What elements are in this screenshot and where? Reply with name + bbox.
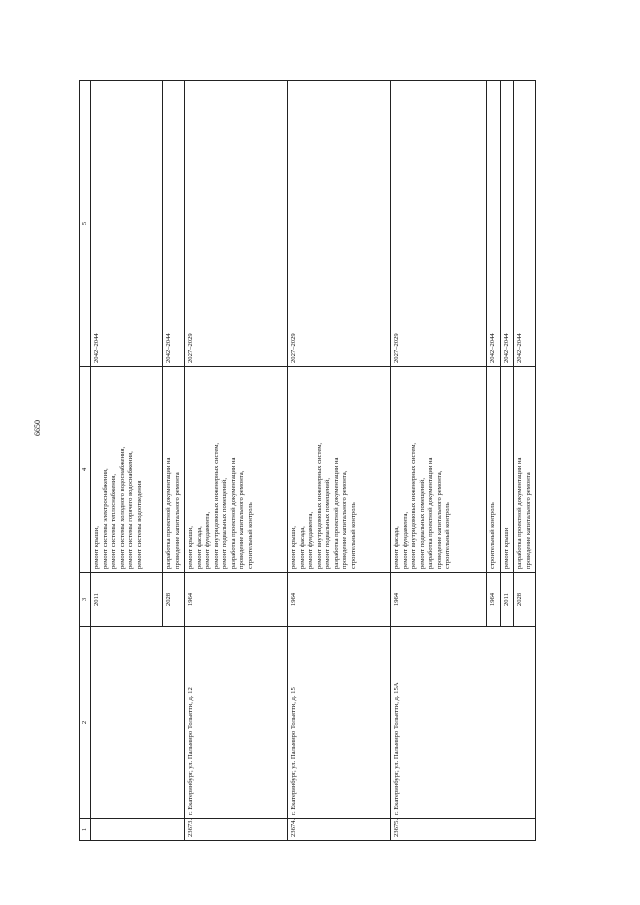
works-cell xyxy=(163,367,185,573)
work-item: ремонт крыши xyxy=(502,527,510,569)
work-item: разработка проектной документации на xyxy=(332,457,340,569)
work-item: ремонт системы теплоснабжения, xyxy=(110,474,118,569)
period-cell: 2027–2029 xyxy=(185,81,288,367)
table-row xyxy=(288,81,391,841)
header-cell-5: 5 xyxy=(80,81,91,367)
repair-schedule-table xyxy=(79,80,536,841)
work-item: ремонт фасада, xyxy=(393,526,401,569)
works-cell xyxy=(288,367,391,573)
year-cell: 1964 xyxy=(391,573,487,627)
work-item: ремонт системы холодного водоснабжения, xyxy=(118,446,126,569)
work-item: проведение капитального ремонта, xyxy=(435,470,443,569)
work-item: ремонт крыши, xyxy=(290,526,298,569)
work-item: ремонт подвальных помещений, xyxy=(221,478,229,569)
works-cell xyxy=(500,367,513,573)
year-cell: 2028 xyxy=(514,573,536,627)
work-item: ремонт фасада, xyxy=(298,526,306,569)
work-item: ремонт подвальных помещений, xyxy=(324,478,332,569)
work-item: проведение капитального ремонта, xyxy=(238,470,246,569)
work-item: ремонт внутридомовых инженерных систем, xyxy=(212,442,220,569)
period-cell: 2042–2044 xyxy=(163,81,185,367)
work-item: ремонт внутридомовых инженерных систем, xyxy=(315,442,323,569)
work-item: разработка проектной документации на xyxy=(427,457,435,569)
table-row xyxy=(391,81,487,841)
table-row xyxy=(185,81,288,841)
work-item: ремонт фасада, xyxy=(195,526,203,569)
address-cell xyxy=(91,627,185,819)
work-item: ремонт крыши, xyxy=(93,526,101,569)
work-item: строительный контроль xyxy=(349,502,357,569)
work-item: строительный контроль xyxy=(489,502,497,569)
work-item: проведение капитального ремонта xyxy=(173,472,181,569)
work-item: ремонт фундамента, xyxy=(204,511,212,569)
period-cell: 2027–2029 xyxy=(391,81,487,367)
row-number-cell: 23673. xyxy=(185,819,288,841)
work-item: ремонт системы водоотведения xyxy=(135,480,143,569)
year-cell: 2011 xyxy=(91,573,163,627)
period-cell: 2042–2044 xyxy=(500,81,513,367)
work-item: проведение капитального ремонта xyxy=(524,472,532,569)
header-cell-4: 4 xyxy=(80,367,91,573)
row-number-cell: 23675. xyxy=(391,819,536,841)
work-item: ремонт подвальных помещений, xyxy=(418,478,426,569)
work-item: разработка проектной документации на xyxy=(165,457,173,569)
period-cell: 2027–2029 xyxy=(288,81,391,367)
work-item: разработка проектной документации на xyxy=(516,457,524,569)
table-frame xyxy=(79,81,533,841)
work-item: строительный контроль xyxy=(246,502,254,569)
year-cell: 2011 xyxy=(500,573,513,627)
work-item: ремонт фундамента, xyxy=(307,511,315,569)
works-cell xyxy=(185,367,288,573)
period-cell: 2042–2044 xyxy=(91,81,163,367)
header-row xyxy=(80,81,91,841)
address-cell: г. Екатеринбург, ул. Пальмиро Тольятти, д. 12 xyxy=(185,627,288,819)
work-item: ремонт внутридомовых инженерных систем, xyxy=(410,442,418,569)
year-cell: 2028 xyxy=(163,573,185,627)
table-row xyxy=(91,81,163,841)
period-cell: 2042–2044 xyxy=(514,81,536,367)
work-item: ремонт системы электроснабжения, xyxy=(101,468,109,569)
year-cell: 1964 xyxy=(185,573,288,627)
works-cell xyxy=(391,367,487,573)
rotated-table-wrapper xyxy=(79,81,533,841)
work-item: ремонт крыши, xyxy=(187,526,195,569)
header-cell-3: 3 xyxy=(80,573,91,627)
header-cell-1: 1 xyxy=(80,819,91,841)
year-cell: 1964 xyxy=(487,573,500,627)
address-cell: г. Екатеринбург, ул. Пальмиро Тольятти, д. 15 xyxy=(288,627,391,819)
period-cell: 2042–2044 xyxy=(487,81,500,367)
work-item: ремонт фундамента, xyxy=(401,511,409,569)
work-item: строительный контроль xyxy=(444,502,452,569)
works-cell xyxy=(514,367,536,573)
work-item: ремонт системы горячего водоснабжения, xyxy=(127,451,135,569)
row-number-cell: 23674. xyxy=(288,819,391,841)
header-cell-2: 2 xyxy=(80,627,91,819)
works-cell xyxy=(487,367,500,573)
row-number-cell xyxy=(91,819,185,841)
address-cell: г. Екатеринбург, ул. Пальмиро Тольятти, д. 15А xyxy=(391,627,536,819)
year-cell: 1964 xyxy=(288,573,391,627)
work-item: разработка проектной документации на xyxy=(229,457,237,569)
work-item: проведение капитального ремонта, xyxy=(341,470,349,569)
page-number: 6650 xyxy=(33,420,42,436)
works-cell xyxy=(91,367,163,573)
